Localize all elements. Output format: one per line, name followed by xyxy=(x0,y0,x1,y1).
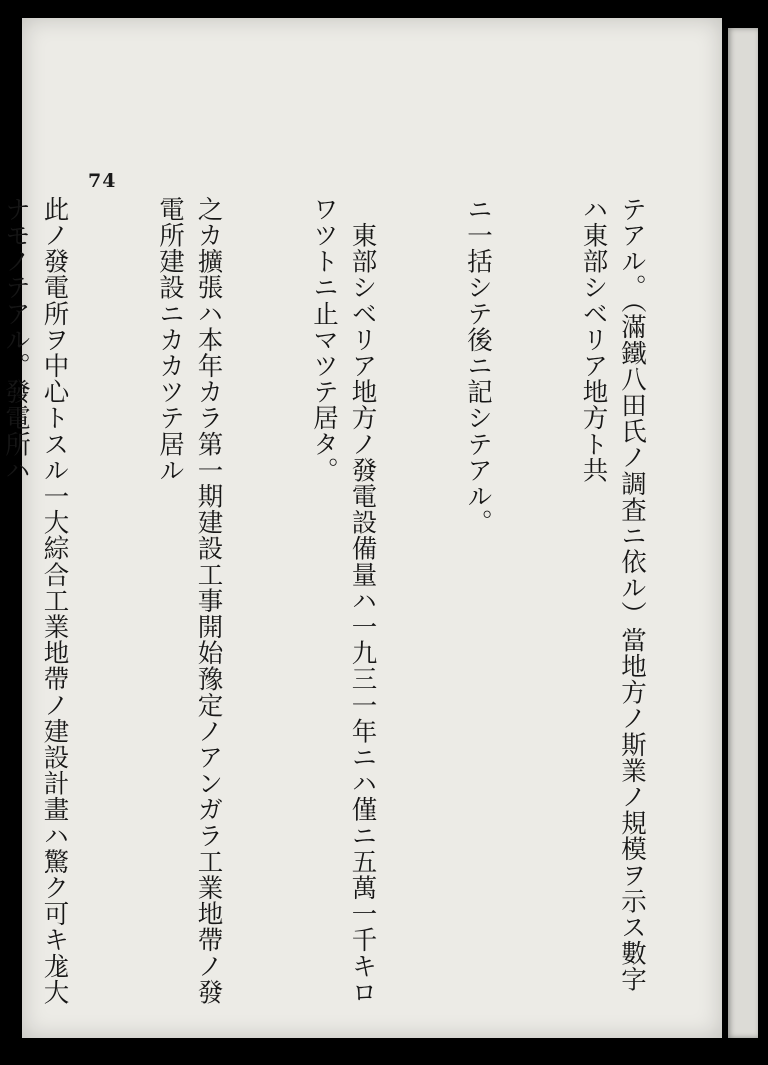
page-number: 74 xyxy=(88,170,117,192)
vertical-text-body xyxy=(1,196,728,1006)
page-sheet xyxy=(1,18,722,1038)
text-column: 東部シベリア地方ノ發電設備量ハ一九三一年ニハ僅ニ五萬一千キロワツトニ止マツテ居タ。 xyxy=(309,196,378,1006)
text-column: 之カ擴張ハ本年カラ第一期建設工事開始豫定ノアンガラ工業地帶ノ發電所建設ニカカツテ居ル xyxy=(155,196,224,1006)
text-column: テアル。（滿鐵八田氏ノ調査ニ依ル）當地方ノ斯業ノ規模ヲ示ス數字ハ東部シベリア地方ト共 xyxy=(578,196,647,993)
text-column: ニ一括シテ後ニ記シテアル。 xyxy=(463,196,493,536)
adjacent-page-edge xyxy=(728,28,758,1038)
text-column: 此ノ發電所ヲ中心トスル一大綜合工業地帶ノ建設計畫ハ驚ク可キ尨大ナモノテアル。發電所ハ xyxy=(1,196,70,1006)
